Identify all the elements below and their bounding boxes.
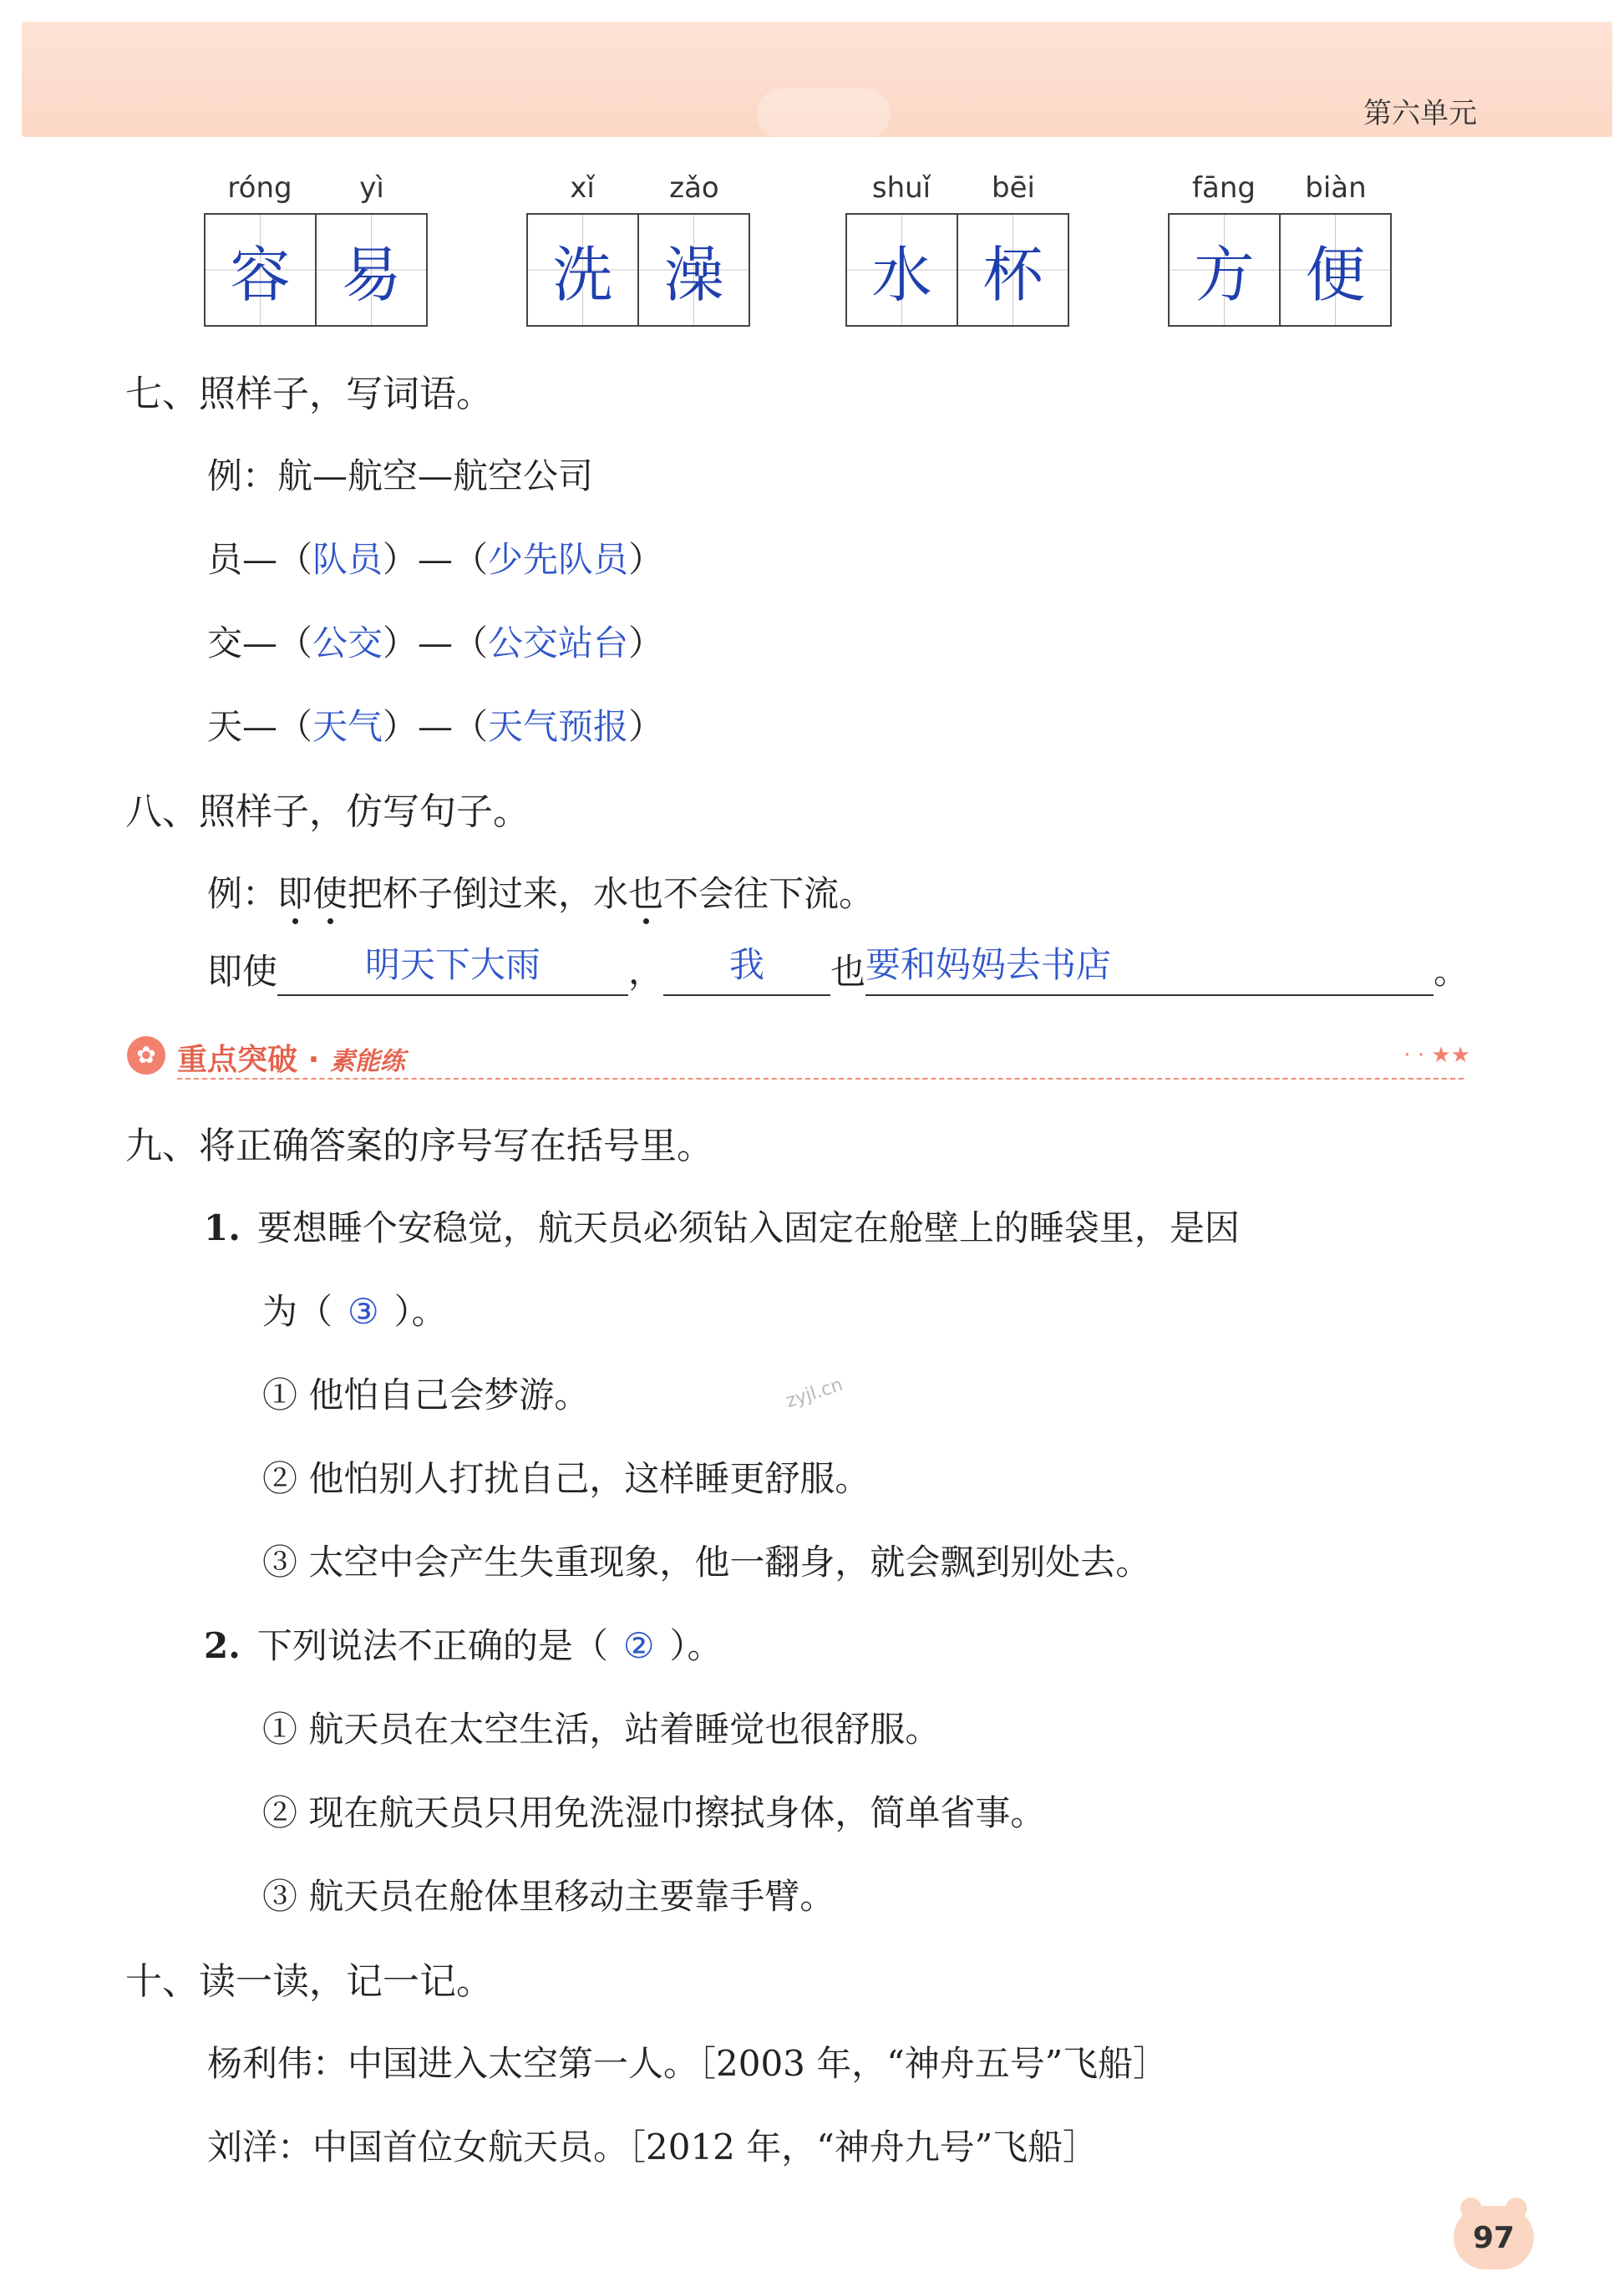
answer-phrase: 少先队员 [488,539,629,580]
chain-mid: ）—（ [383,706,489,747]
chain-mid: ）—（ [383,539,489,580]
page-number-badge [1454,2206,1534,2269]
answer-phrase: 天气预报 [488,706,629,747]
section-8-title: 八、照样子，仿写句子。 [125,790,530,833]
section-7-example: 例：航—航空—航空公司 [207,455,594,496]
question-text: 下列说法不正确的是（ [256,1625,608,1666]
option: ① 航天员在太空生活，站着睡觉也很舒服。 [262,1709,941,1750]
answer-choice: ② [622,1625,655,1666]
watermark: zyjl.cn [783,1374,845,1413]
answer-blank [865,944,1434,996]
pinyin: zǎo [669,171,719,205]
word-chain-row [207,699,663,750]
option: ③ 航天员在舱体里移动主要靠手臂。 [262,1876,835,1917]
emphasis-char: 也 [628,873,664,914]
chain-head: 天—（ [207,706,313,747]
question-2 [204,1619,723,1669]
section-8-answer-line [207,944,1469,996]
word-tile [526,171,750,327]
period: 。 [1434,951,1469,992]
banner-rule [177,1078,1464,1080]
pinyin: yì [359,171,384,205]
banner-title [177,1036,405,1079]
tian-grid-pair [204,213,428,327]
fact-line: 杨利伟：中国进入太空第一人。［2003 年，“神舟五号”飞船］ [207,2043,1169,2084]
answer-word: 天气 [312,706,383,747]
question-1-line-2 [262,1284,447,1334]
chain-head: 员—（ [207,539,313,580]
page-number: 97 [1472,2221,1515,2255]
answer-choice: ③ [348,1291,379,1332]
word-tile [1168,171,1392,327]
question-text: 为（ [262,1291,333,1332]
chain-tail: ） [628,539,664,580]
fact-line: 刘洋：中国首位女航天员。［2012 年，“神舟九号”飞船］ [207,2127,1099,2167]
grid-char: 洗 [528,215,637,325]
question-text: 要想睡个安稳觉，航天员必须钻入固定在舱壁上的睡袋里，是因 [256,1207,1240,1248]
grid-char: 容 [206,215,315,325]
tian-grid-pair [845,213,1069,327]
section-10-title: 十、读一读，记一记。 [125,1960,493,2003]
section-7-title: 七、照样子，写词语。 [125,373,493,415]
grid-char: 便 [1279,215,1390,325]
flower-icon: ✿ [127,1036,165,1075]
question-text: ）。 [393,1291,447,1332]
section-8-example [207,866,874,917]
sentence-lead: 即使 [207,951,278,992]
unit-label: 第六单元 [1363,97,1477,130]
answer-blank [277,944,628,996]
grid-char: 杯 [957,215,1068,325]
example-text: 不会往下流。 [663,873,875,914]
pinyin: fāng [1192,171,1256,205]
word-tile [204,171,428,327]
banner-sub: 素能练 [329,1047,405,1076]
chain-head: 交—（ [207,623,313,663]
question-1 [204,1201,1240,1251]
answer-blank [663,944,830,996]
star-icon: · · ★★ [1403,1043,1470,1068]
section-9-title: 九、将正确答案的序号写在括号里。 [125,1125,713,1167]
pinyin: bēi [992,171,1035,205]
section-banner [125,1028,1470,1086]
emphasis-char: 使 [312,873,348,914]
grid-char: 澡 [637,215,749,325]
answer-clause: 明天下大雨 [365,944,541,985]
banner-main: 重点突破 [177,1043,298,1077]
example-prefix: 例： [207,873,278,914]
chain-tail: ） [628,706,664,747]
answer-word: 公交 [312,623,383,663]
word-tile [845,171,1069,327]
word-chain-row [207,616,663,666]
question-number: 2. [204,1625,241,1666]
answer-subject: 我 [729,944,765,985]
pinyin: xǐ [570,171,595,205]
emphasis-char: 即 [277,873,313,914]
pinyin: róng [227,171,292,205]
chain-tail: ） [628,623,664,663]
option: ② 现在航天员只用免洗湿巾擦拭身体，简单省事。 [262,1792,1046,1833]
grid-char: 方 [1170,215,1279,325]
chain-mid: ）—（ [383,623,489,663]
option: ③ 太空中会产生失重现象，他一翻身，就会飘到别处去。 [262,1542,1151,1583]
header-decoration [757,89,891,139]
example-text: 把杯子倒过来，水 [348,873,629,914]
comma: ， [628,951,664,992]
option: ① 他怕自己会梦游。 [262,1375,590,1415]
pinyin: shuǐ [871,171,931,205]
pinyin: biàn [1305,171,1367,205]
tian-grid-pair [526,213,750,327]
answer-word: 队员 [312,539,383,580]
word-chain-row [207,532,663,582]
grid-char: 水 [847,215,957,325]
connector: 也 [830,951,866,992]
answer-phrase: 公交站台 [488,623,629,663]
grid-char: 易 [315,215,426,325]
tian-grid-pair [1168,213,1392,327]
option: ② 他怕别人打扰自己，这样睡更舒服。 [262,1458,870,1499]
banner-dot: · [307,1043,320,1077]
question-number: 1. [204,1207,241,1248]
question-text: ）。 [669,1625,723,1666]
answer-predicate: 要和妈妈去书店 [865,944,1112,985]
